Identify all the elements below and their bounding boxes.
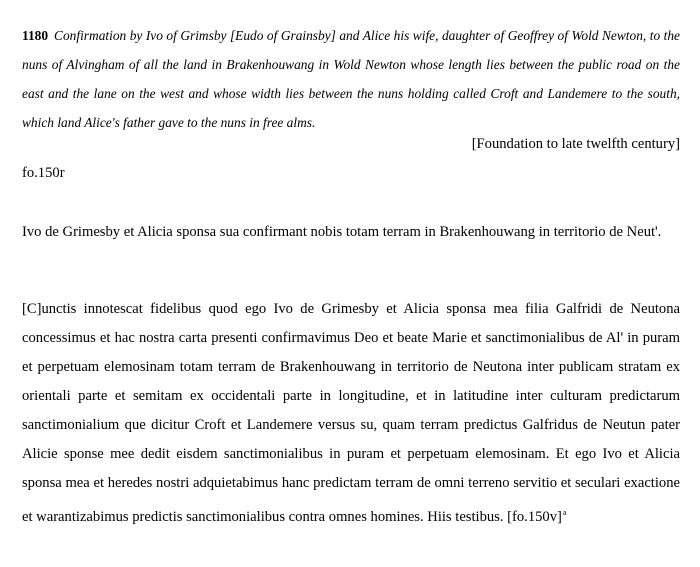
entry-date: [Foundation to late twelfth century] [471,136,680,152]
rubric-text: Ivo de Grimesby et Alicia sponsa sua confirmant nobis totam terram in Brakenhouwang in territorio de Neut'. [22,224,662,240]
folio-reference: fo.150r [22,165,65,181]
charter-body: [C]unctis innotescat fidelibus quod ego Ivo de Grimesby et Alicia sponsa mea filia Galfridi de Neutona concessimus et hac nostra carta presenti confirmavimus Deo et beate Marie et sanctimonialibus de Al' in puram et perpetuam elemosinam totam terram de Brakenhouwang in territorio de Neutona inter publicam stratam ex orientali parte et semitam ex occidentali parte in longitudine, et in latitudine inter culturam predictarum sanctimonialium que dicitur Croft et Landemere versus su, quam terram predictus Galfridus de Neutun pater Alicie sponse mee dedit eisdem sanctimonialibus in puram et perpetuam elemosinam. Et ego Ivo et Alicia sponsa mea et heredes nostri adquietabimus hanc predictam terram de omni terreno servitio et seculari exactione et warantizabimus predictis sanctimonialibus contra omnes homines. Hiis testibus. [fo.150v] [22,301,680,525]
entry-number: 1180 [22,28,49,43]
charter-text [22,295,680,532]
entry-summary [22,21,680,137]
footnote-marker: a [562,508,567,517]
entry-summary-text: Confirmation by Ivo of Grimsby [Eudo of Grainsby] and Alice his wife, daughter of Geoffrey of Wold Newton, to the nuns of Alvingham of all the land in Brakenhouwang in Wold Newton whose length lies between the public road on the east and the lane on the west and whose width lies between the nuns holding called Croft and Landemere to the south, which land Alice's father gave to the nuns in free alms. [22,28,680,130]
